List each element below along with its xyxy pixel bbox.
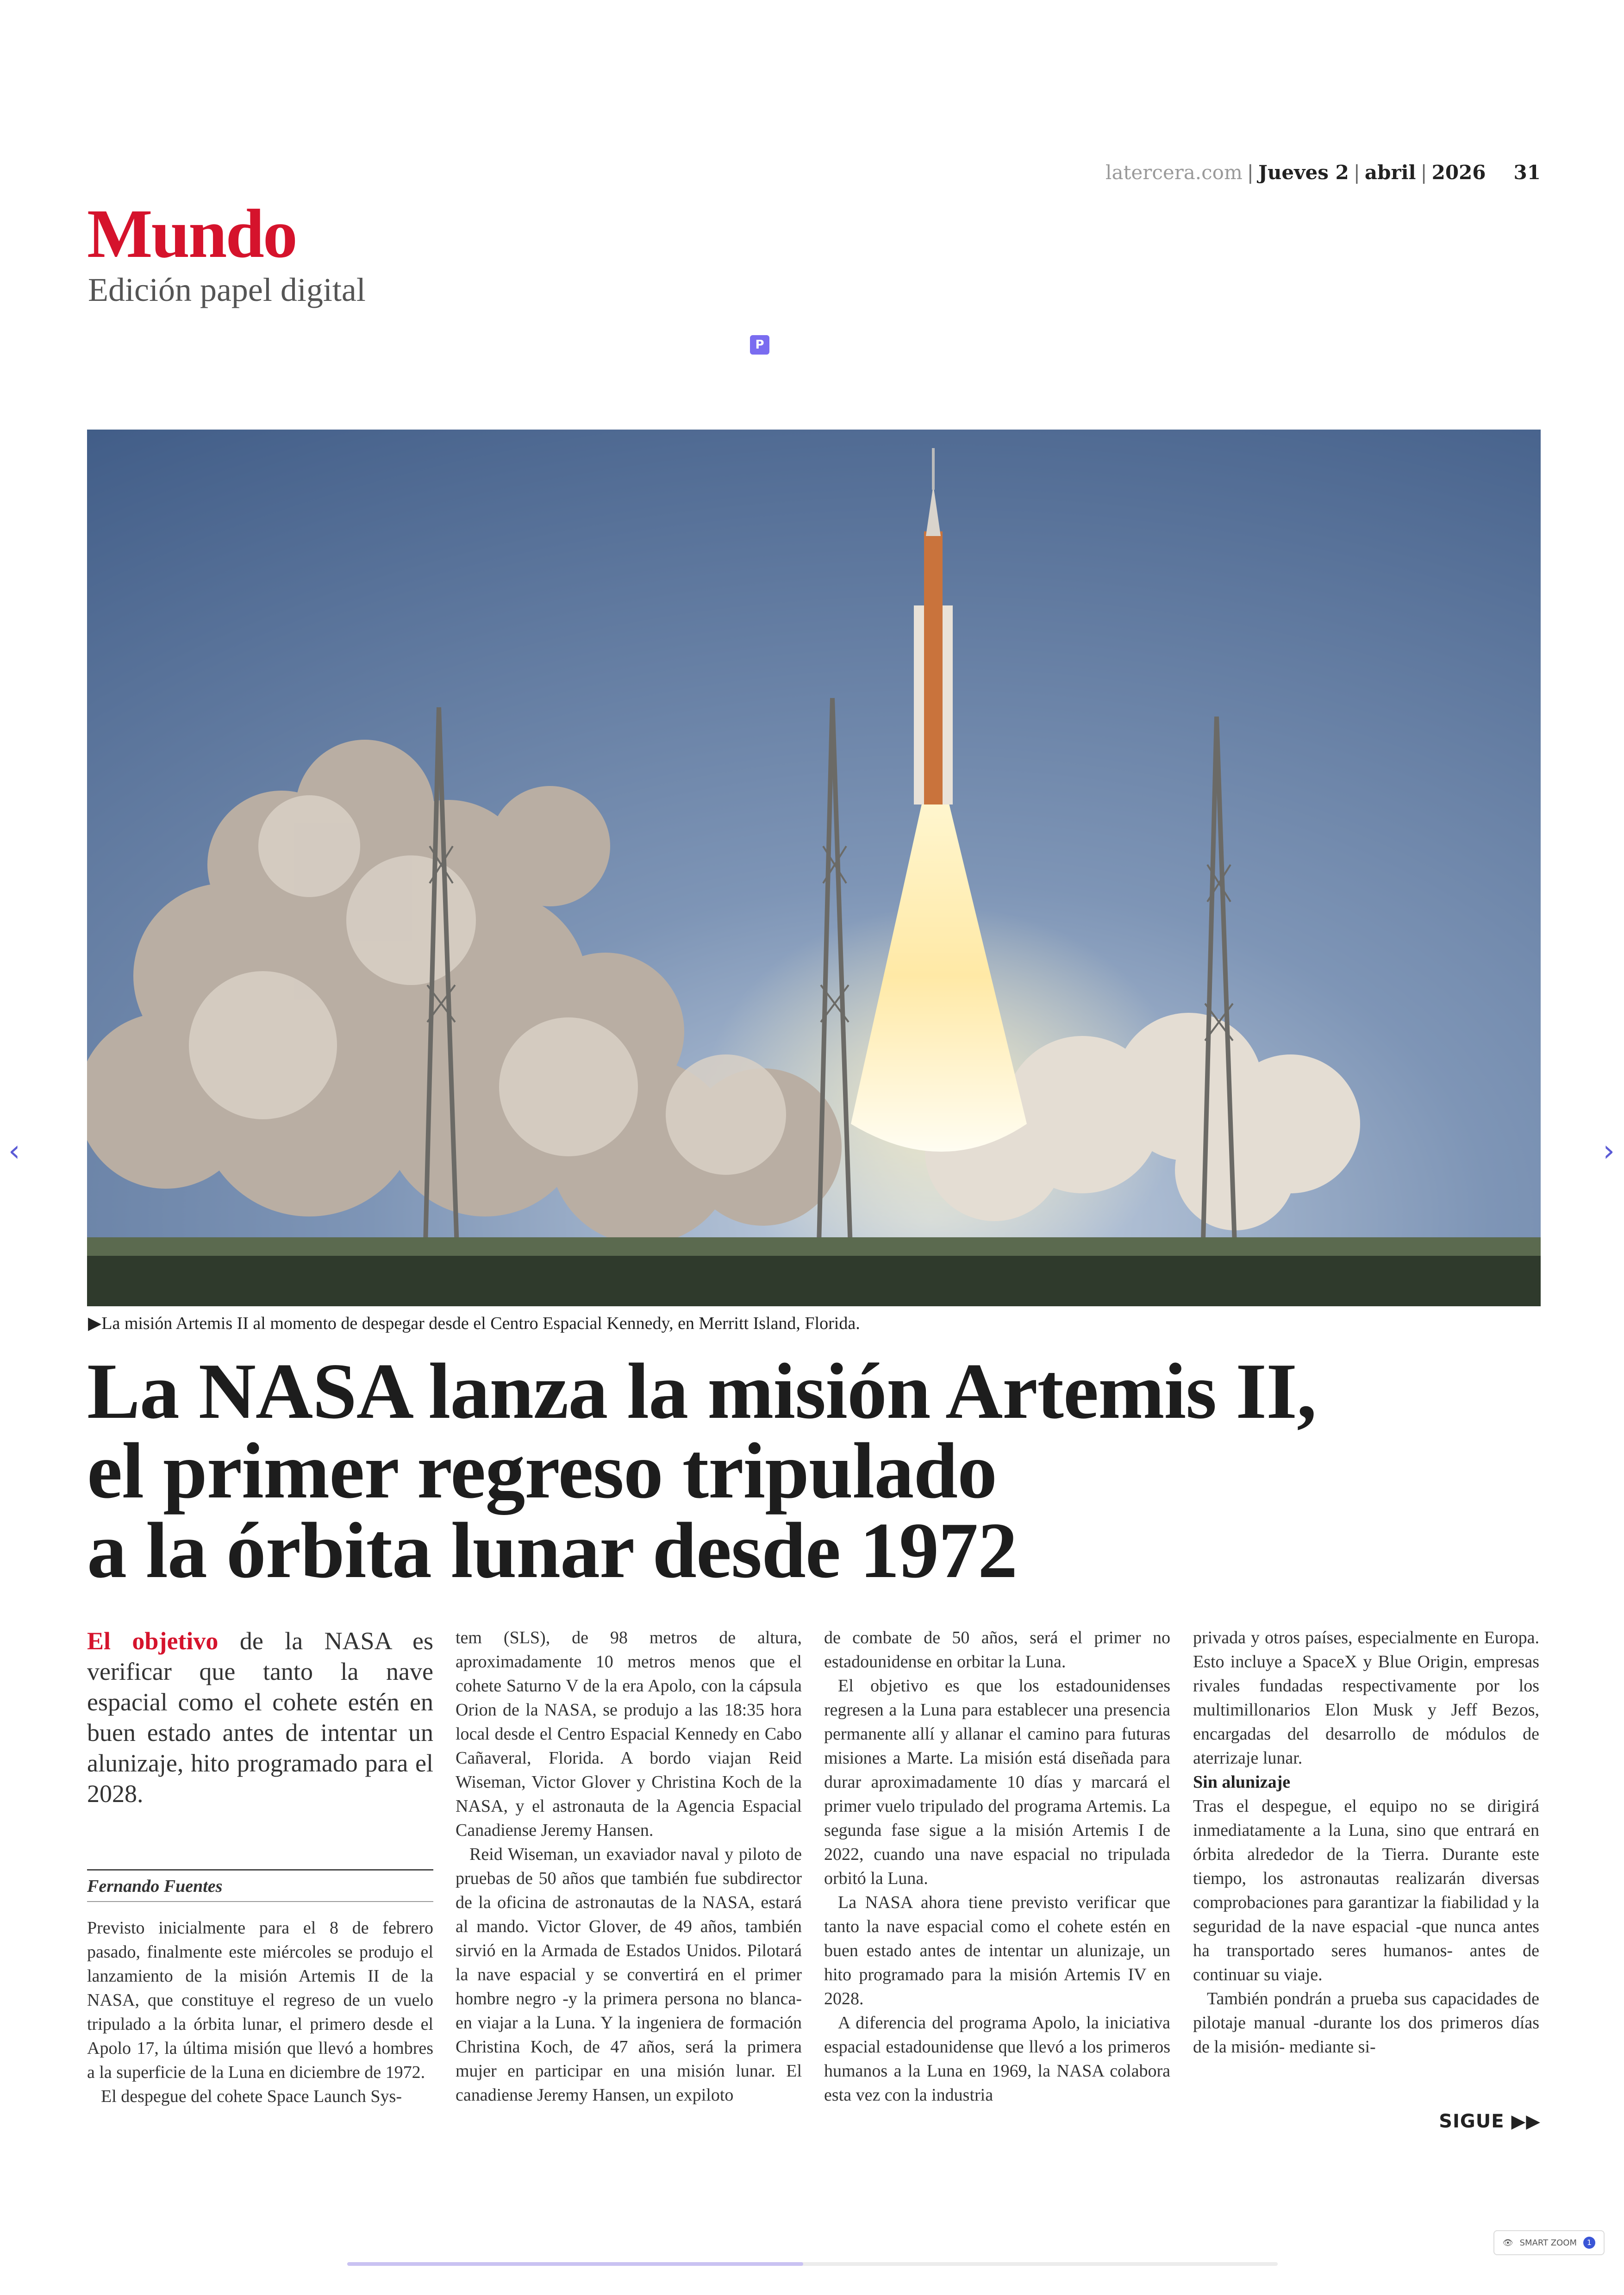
byline: Fernando Fuentes bbox=[87, 1877, 223, 1896]
previous-page-icon[interactable]: ‹ bbox=[8, 1134, 20, 1168]
page-scrollbar-thumb[interactable] bbox=[347, 2262, 803, 2266]
article-column-2 bbox=[456, 1626, 802, 2107]
smart-zoom-label: SMART ZOOM bbox=[1519, 2238, 1577, 2248]
site-name: latercera.com bbox=[1106, 161, 1243, 184]
smart-zoom-badge: 1 bbox=[1583, 2237, 1595, 2249]
headline-line: La NASA lanza la misión Artemis II, bbox=[87, 1347, 1317, 1435]
header-month: abril bbox=[1364, 161, 1416, 184]
body-paragraph: Tras el despegue, el equipo no se dirigirá inmediatamente a la Luna, sino que entrará en órbita alrededor de la Tierra. Durante este tiempo, los astronautas realizarán diversas comprobaciones para garantizar la fiabilidad y la seguridad de la nave espacial -que nunca antes ha transportado seres humanos- antes de continuar su viaje. bbox=[1193, 1796, 1539, 1984]
article-column-4 bbox=[1193, 1626, 1539, 2059]
body-paragraph: Reid Wiseman, un exaviador naval y piloto de pruebas de 50 años que también fue subdirector de la oficina de astronautas de la NASA, estará al mando. Victor Glover, de 49 años, también sirvió en la Armada de Estados Unidos. Pilotará la nave espacial y se convertirá en el primer hombre negro -y la primera persona no blanca- en viajar a la Luna. Y la ingeniera de formación Christina Koch, de 47 años, será la primera mujer en participar en una misión lunar. El canadiense Jeremy Hansen, un expiloto bbox=[456, 1845, 802, 2105]
header-day: Jueves 2 bbox=[1258, 161, 1349, 184]
divider bbox=[87, 1901, 433, 1902]
body-paragraph: tem (SLS), de 98 metros de altura, aproximadamente 10 metros menos que el cohete Saturno V de la era Apolo, con la cápsula Orion de la NASA, se produjo a las 18:35 hora local desde el Centro Espacial Kennedy en Cabo Cañaveral, Florida. A bordo viajan Reid Wiseman, Victor Glover y Christina Koch de la NASA, y el astronauta de la Agencia Espacial Canadiense Jeremy Hansen. bbox=[456, 1628, 802, 1840]
subhead: Sin alunizaje bbox=[1193, 1772, 1291, 1792]
rocket-launch-photo bbox=[87, 430, 1541, 1306]
section-title: Mundo bbox=[87, 195, 296, 272]
article-column-3 bbox=[824, 1626, 1170, 2107]
article-column-1 bbox=[87, 1626, 433, 2108]
header-dateline: latercera.com | Jueves 2 | abril | 2026 31 bbox=[1106, 161, 1541, 184]
body-paragraph: de combate de 50 años, será el primer no estadounidense en orbitar la Luna. bbox=[824, 1628, 1170, 1671]
header-year: 2026 bbox=[1431, 161, 1486, 184]
headline-line: el primer regreso tripulado bbox=[87, 1427, 997, 1515]
caption-arrow-icon: ▶ bbox=[88, 1314, 102, 1333]
section-subtitle: Edición papel digital bbox=[88, 271, 366, 308]
body-paragraph: El despegue del cohete Space Launch Sys- bbox=[101, 2087, 402, 2106]
continue-label: SIGUE ▶▶ bbox=[1439, 2111, 1541, 2132]
smart-zoom-button[interactable] bbox=[1493, 2230, 1605, 2255]
headline-line: a la órbita lunar desde 1972 bbox=[87, 1507, 1018, 1595]
photo-caption: ▶La misión Artemis II al momento de despegar desde el Centro Espacial Kennedy, en Merritt Island, Florida. bbox=[88, 1314, 860, 1333]
body-paragraph: También pondrán a prueba sus capacidades de pilotaje manual -durante los dos primeros días de la misión- mediante si- bbox=[1193, 1989, 1539, 2057]
body-paragraph: A diferencia del programa Apolo, la iniciativa espacial estadounidense que llevó a los primeros humanos a la Luna en 1969, la NASA colabora esta vez con la industria bbox=[824, 2013, 1170, 2105]
next-page-icon[interactable]: › bbox=[1603, 1134, 1615, 1168]
body-paragraph: privada y otros países, especialmente en Europa. Esto incluye a SpaceX y Blue Origin, empresas rivales fundadas respectivamente por los multimillonarios Elon Musk y Jeff Bezos, encargadas del desarrollo de módulos de aterrizaje lunar. bbox=[1193, 1628, 1539, 1768]
body-paragraph: El objetivo es que los estadounidenses regresen a la Luna para establecer una presencia permanente allí y allanar el camino para futuras misiones a Marte. La misión está diseñada para durar aproximadamente 10 días y marcará el primer vuelo tripulado del programa Artemis. La segunda fase sigue a la misión Artemis I de 2022, cuando una nave espacial no tripulada orbitó la Luna. bbox=[824, 1676, 1170, 1888]
eye-icon: 👁 bbox=[1502, 2238, 1513, 2248]
body-paragraph: Previsto inicialmente para el 8 de febrero pasado, finalmente este miércoles se produjo el lanzamiento de la misión Artemis II de la NASA, que constituye el regreso de un vuelo tripulado a la órbita lunar, el primero desde el Apolo 17, la última misión que llevó a hombres a la superficie de la Luna en diciembre de 1972. bbox=[87, 1918, 433, 2082]
byline-block bbox=[87, 1869, 433, 1898]
lead-kicker: El objetivo bbox=[87, 1627, 219, 1655]
page-number: 31 bbox=[1513, 161, 1541, 184]
page-marker-icon[interactable]: P bbox=[750, 335, 769, 355]
headline bbox=[87, 1347, 1522, 1595]
body-paragraph: La NASA ahora tiene previsto verificar que tanto la nave espacial como el cohete estén en buen estado antes de intentar un alunizaje, un hito programado para la misión Artemis IV en 2028. bbox=[824, 1893, 1170, 2008]
lead-paragraph: El objetivo de la NASA es verificar que tanto la nave espacial como el cohete estén en buen estado antes de intentar un alunizaje, hito programado para el 2028. bbox=[87, 1627, 433, 1808]
